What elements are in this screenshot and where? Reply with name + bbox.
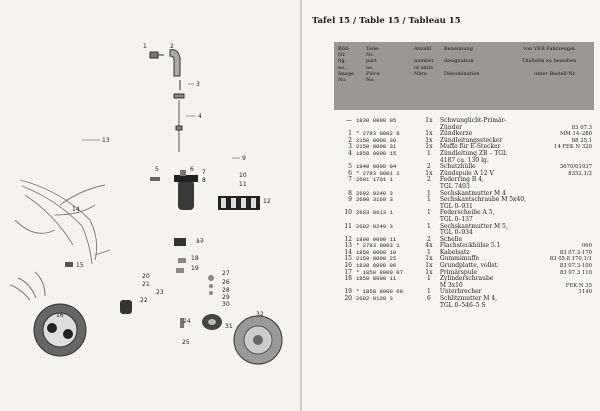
row-part-no: 2150 8000 31 <box>355 143 397 151</box>
row-designation: Flachsteckhülse 5.1 <box>439 242 501 250</box>
book-spine <box>300 0 302 411</box>
callout-29: 29 <box>222 294 230 301</box>
row-order-no: 14 FEK N 320 <box>553 144 592 151</box>
row-designation: Primärspule <box>439 268 478 276</box>
table-row <box>334 303 596 310</box>
row-order-no <box>550 237 596 244</box>
row-designation: Schutzhülle <box>439 163 476 171</box>
callout-14: 14 <box>72 206 80 213</box>
table-row <box>334 118 596 125</box>
row-order-no <box>550 204 596 211</box>
row-quantity: 2 <box>426 176 431 184</box>
callout-9: 9 <box>242 155 246 162</box>
callout-32: 32 <box>256 311 264 318</box>
callout-6: 6 <box>190 166 194 173</box>
row-figure-no: 18 <box>344 275 352 283</box>
row-part-no: 2603 0613 1 <box>355 209 393 217</box>
row-part-no: 1840 0000 04 <box>355 163 397 171</box>
row-quantity: 1x <box>425 268 433 276</box>
row-figure-no: 5 <box>348 163 352 171</box>
row-order-no: 8352.1/2 <box>568 170 592 177</box>
row-figure-no: 1 <box>348 130 352 138</box>
table-row <box>334 276 596 283</box>
row-designation: Sechskantmutter M 4 <box>439 189 506 197</box>
row-designation: TGL 0–934 <box>439 229 473 237</box>
row-figure-no: — <box>345 117 352 124</box>
row-figure-no: 10 <box>344 209 352 217</box>
header-designation: Benennung designation Dénomination <box>444 46 480 77</box>
row-order-no: 83 05.8 170.1/1 <box>549 256 592 263</box>
row-part-no: 1850 8000 11 <box>355 275 397 283</box>
row-part-no: 1830 8000 05 <box>355 117 397 124</box>
row-figure-no: 16 <box>344 262 352 270</box>
row-figure-no: 13 <box>344 242 352 250</box>
callout-19: 19 <box>191 265 199 272</box>
row-figure-no: 2 <box>348 136 352 144</box>
row-designation: Zündleitungsstecker <box>439 136 503 144</box>
row-designation: Gummimuffe <box>439 255 480 263</box>
header-quantity: Anzahl number of units Nbre <box>414 46 434 77</box>
row-designation: Federring B 4, <box>439 176 484 184</box>
row-quantity: 1 <box>426 222 431 230</box>
row-designation: Zünder <box>439 123 462 131</box>
row-designation: Schlitzmutter M 4, <box>439 295 498 303</box>
row-designation: Zündleitung ZB – TGL <box>439 149 508 157</box>
row-figure-no: 3 <box>348 143 352 151</box>
row-order-no <box>550 151 596 158</box>
callout-26: 26 <box>222 279 230 286</box>
row-figure-no: 12 <box>344 235 352 243</box>
row-quantity: 1x <box>425 255 433 263</box>
row-order-no <box>550 177 596 184</box>
row-quantity: 1x <box>425 143 433 151</box>
row-order-no <box>550 217 596 224</box>
row-figure-no: 17 <box>344 268 352 276</box>
row-part-no: * 1850 8000 09 <box>355 288 403 296</box>
table-header-band <box>334 42 594 110</box>
row-figure-no <box>334 184 356 191</box>
row-designation: Schwunglicht-Primär- <box>439 117 507 124</box>
table-title: Tafel 15 / Table 15 / Tableau 15 <box>312 16 461 26</box>
row-quantity: 6 <box>426 295 431 303</box>
row-figure-no: 9 <box>348 196 352 204</box>
callout-27: 27 <box>222 270 230 277</box>
row-quantity <box>418 303 440 310</box>
row-part-no: 1800 0000 11 <box>355 235 397 243</box>
row-designation: Sechskantmutter M 5, <box>439 222 508 230</box>
row-part-no: 2150 8000 30 <box>355 136 397 144</box>
header-order-no: von VEB Fahrzeugel. Thaltelm zu beziehen unter Bestell-Nr. <box>522 46 577 77</box>
row-quantity: 1x <box>425 117 433 124</box>
callout-28: 28 <box>222 287 230 294</box>
callout-3: 3 <box>196 81 200 88</box>
row-designation: Zylinderschraube <box>439 275 494 283</box>
row-part-no: 2601 1701 1 <box>355 176 393 184</box>
callout-12: 12 <box>263 198 271 205</box>
row-part-no: 1850 8000 15 <box>355 149 397 157</box>
callout-13: 13 <box>102 137 110 144</box>
row-order-no <box>550 197 596 204</box>
row-order-no: MM 14–280 <box>559 131 592 138</box>
row-designation: Schelle <box>439 235 463 243</box>
parts-table <box>334 118 596 309</box>
row-designation: 4187 ca. 130 lg. <box>439 156 489 164</box>
row-part-no: * 2783 0001 1 <box>355 169 400 177</box>
row-part-no: 2150 8000 25 <box>355 255 397 263</box>
row-part-no: 1830 8000 06 <box>355 262 397 270</box>
row-quantity: 1x <box>425 262 433 270</box>
row-order-no <box>550 230 596 237</box>
row-quantity: 1 <box>426 248 431 256</box>
callout-30: 30 <box>222 301 230 308</box>
row-designation: M 3x10 <box>439 281 463 289</box>
row-part-no <box>356 303 418 310</box>
row-quantity: 1x <box>425 169 433 177</box>
row-quantity: 1x <box>425 130 433 138</box>
row-order-no <box>550 224 596 231</box>
callout-11: 11 <box>239 181 247 188</box>
row-part-no: * 2783 0002 8 <box>355 130 400 138</box>
row-quantity: 1 <box>426 288 431 296</box>
row-figure-no <box>334 303 356 310</box>
row-designation: TGL 0–931 <box>439 202 473 210</box>
row-designation: Zündkerze <box>439 130 473 138</box>
row-order-no: 83 07.3 <box>571 124 592 131</box>
row-part-no: 2602 0120 3 <box>355 295 393 303</box>
callout-23: 23 <box>156 289 164 296</box>
row-designation: Zündspule A 12 V <box>439 169 494 177</box>
row-quantity: 2 <box>426 235 431 243</box>
row-quantity: 1 <box>426 275 431 283</box>
row-order-no: FEK N 35 <box>565 282 592 289</box>
callout-22: 22 <box>140 297 148 304</box>
row-order-no <box>550 276 596 283</box>
row-quantity: 2 <box>426 163 431 171</box>
row-order-no <box>550 296 596 303</box>
row-quantity: 1 <box>426 209 431 217</box>
row-designation: Kabelsatz <box>439 248 470 256</box>
callout-4: 4 <box>198 113 202 120</box>
row-figure-no: 7 <box>348 176 352 184</box>
row-order-no: 060 <box>581 243 592 250</box>
callout-7: 7 <box>202 169 206 176</box>
row-part-no: * 2783 0003 1 <box>355 242 400 250</box>
row-designation: Sechskantschraube M 5x40, <box>439 196 526 204</box>
row-figure-no <box>334 158 356 165</box>
callout-8: 8 <box>202 177 206 184</box>
callout-2: 2 <box>170 43 174 50</box>
row-part-no: 2602 0249 3 <box>355 222 393 230</box>
row-order-no: 83 07.3-170 <box>559 249 592 256</box>
row-figure-no: 11 <box>344 222 352 230</box>
row-quantity: 1 <box>426 189 431 197</box>
row-quantity: 4x <box>425 242 433 250</box>
callout-16: 16 <box>56 312 64 319</box>
row-quantity: 1 <box>426 149 431 157</box>
row-part-no: * 1850 8000 07 <box>355 268 403 276</box>
callout-31: 31 <box>225 323 233 330</box>
row-order-no <box>550 303 596 310</box>
row-order-no: 88 25.1 <box>571 137 592 144</box>
row-order-no: 1140 <box>578 289 592 296</box>
row-figure-no: 20 <box>344 295 352 303</box>
callout-18: 18 <box>191 255 199 262</box>
callout-15: 15 <box>76 262 84 269</box>
row-part-no: 1850 8000 10 <box>355 248 397 256</box>
row-quantity: 1x <box>425 136 433 144</box>
row-order-no: 3670/01937 <box>559 164 592 171</box>
callout-25: 25 <box>182 339 190 346</box>
callout-24: 24 <box>183 318 191 325</box>
row-order-no <box>550 158 596 165</box>
row-order-no <box>550 184 596 191</box>
row-order-no: 83 07.3-100 <box>559 263 592 270</box>
row-designation: TGL 0–137 <box>439 215 473 223</box>
row-order-no: 83 07.3 110 <box>559 269 592 276</box>
row-designation: Federscheibe A 5, <box>439 209 495 217</box>
row-designation: Muffe für E-Stecker <box>439 143 501 151</box>
row-figure-no: 15 <box>344 255 352 263</box>
row-order-no <box>550 191 596 198</box>
row-figure-no: 14 <box>344 248 352 256</box>
callout-21: 21 <box>142 281 150 288</box>
row-part-no: 2602 0248 3 <box>355 189 393 197</box>
row-designation: TGL 0–546–5 S <box>439 301 486 309</box>
row-figure-no: 8 <box>348 189 352 197</box>
row-figure-no <box>334 125 356 132</box>
row-part-no: 2600 3169 3 <box>355 196 393 204</box>
header-figure-no: Bild- Nr. fig. no. Image No. <box>338 46 354 84</box>
callout-1: 1 <box>143 43 147 50</box>
row-figure-no: 19 <box>344 288 352 296</box>
row-order-no <box>550 118 596 125</box>
callout-10: 10 <box>239 172 247 179</box>
callout-20: 20 <box>142 273 150 280</box>
callout-5: 5 <box>155 166 159 173</box>
row-quantity: 1 <box>426 196 431 204</box>
header-part-no: Teile- Nr. part no. Pièce No. <box>366 46 380 84</box>
row-figure-no: 6 <box>348 169 352 177</box>
row-designation: TGL 7403 <box>439 182 470 190</box>
row-designation: Grundplatte, vollst. <box>439 262 499 270</box>
callout-17: 17 <box>196 238 204 245</box>
row-designation: Unterbrecher <box>439 288 482 296</box>
row-figure-no: 4 <box>348 149 352 157</box>
row-order-no <box>550 210 596 217</box>
